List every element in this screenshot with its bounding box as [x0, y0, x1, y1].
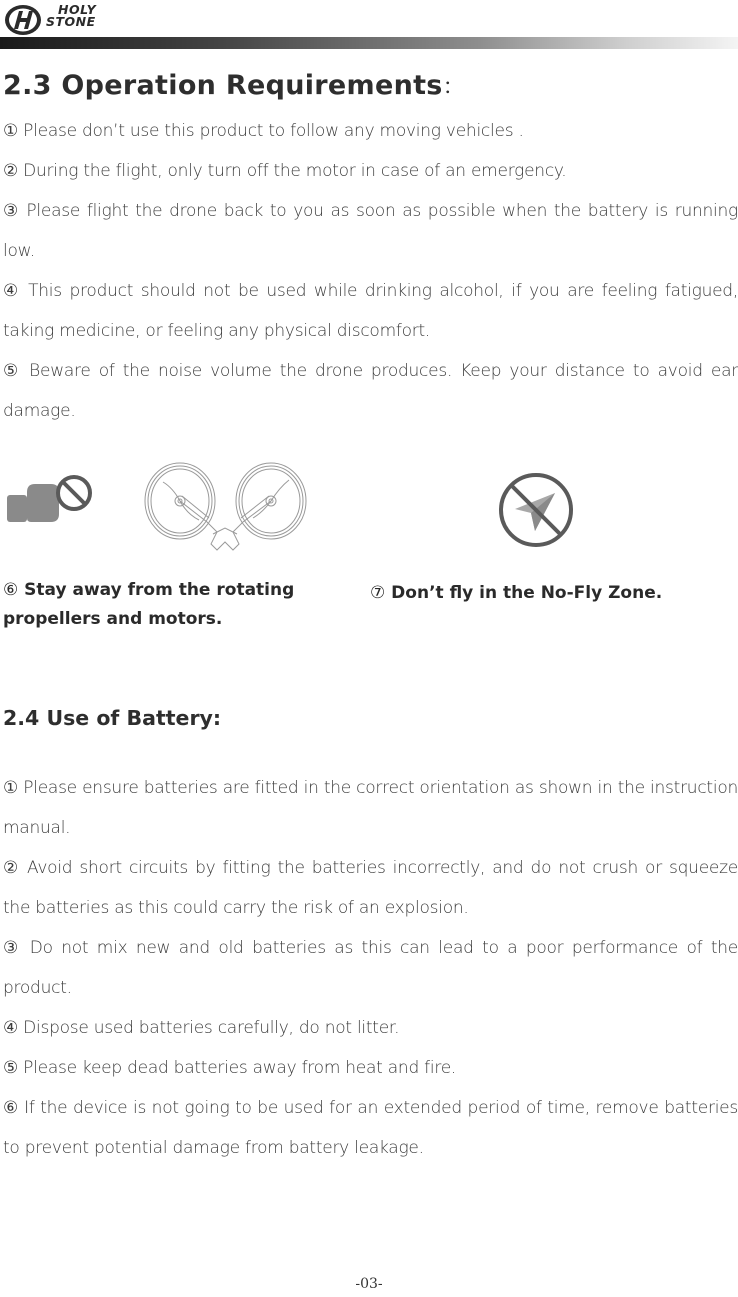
battery-item-3: ③ Do not mix new and old batteries as this can lead to a poor performance of the product.: [3, 938, 738, 998]
battery-use-list: [3, 768, 738, 1168]
page-number: -03-: [355, 1276, 383, 1292]
section-title-operation-requirements: [3, 70, 465, 101]
battery-item-6: ⑥ If the device is not going to be used for an extended period of time, remove batteries to prevent potential damage from battery leakage.: [3, 1098, 738, 1158]
section-title-text: 2.3 Operation Requirements: [3, 70, 443, 101]
requirement-item-5: ⑤ Beware of the noise volume the drone produces. Keep your distance to avoid ear damage.: [3, 361, 738, 421]
section-title-colon: ：: [442, 75, 465, 100]
caption-6-text: Stay away from the rotating propellers and motors.: [3, 580, 295, 629]
page-header: [0, 0, 738, 50]
caption-propeller-warning: [3, 576, 363, 634]
caption-6-number: ⑥: [3, 580, 19, 600]
requirement-item-4: ④ This product should not be used while drinking alcohol, if you are feeling fatigued, taking medicine, or feeling any physical discomfort.: [3, 281, 738, 341]
holy-stone-logo-icon: [3, 3, 43, 37]
battery-item-4: ④ Dispose used batteries carefully, do not litter.: [3, 1018, 400, 1038]
operation-requirements-list: [3, 111, 738, 431]
battery-item-2: ② Avoid short circuits by fitting the batteries incorrectly, and do not crush or squeeze the batteries as this could carry the risk of an explosion.: [3, 858, 738, 918]
requirement-item-2: ② During the flight, only turn off the motor in case of an emergency.: [3, 161, 567, 181]
drone-propeller-icon: [143, 458, 309, 554]
requirement-item-1: ① Please don’t use this product to follow any moving vehicles .: [3, 121, 524, 141]
requirement-item-3: ③ Please flight the drone back to you as soon as possible when the battery is running low.: [3, 201, 738, 261]
caption-7-text: Don’t fly in the No-Fly Zone.: [391, 583, 663, 603]
caption-no-fly-zone: [370, 579, 738, 608]
battery-item-5: ⑤ Please keep dead batteries away from heat and fire.: [3, 1058, 457, 1078]
caption-7-number: ⑦: [370, 583, 386, 603]
section-title-use-of-battery: 2.4 Use of Battery:: [3, 706, 222, 730]
no-fly-zone-icon: [497, 471, 575, 549]
brand-name-line1: HOLY: [58, 2, 97, 17]
no-hand-icon: [5, 472, 93, 524]
brand-name: [46, 4, 96, 28]
battery-item-1: ① Please ensure batteries are fitted in the correct orientation as shown in the instruction manual.: [3, 778, 738, 838]
brand-name-line2: STONE: [46, 14, 96, 29]
header-gradient-bar: [0, 37, 738, 49]
